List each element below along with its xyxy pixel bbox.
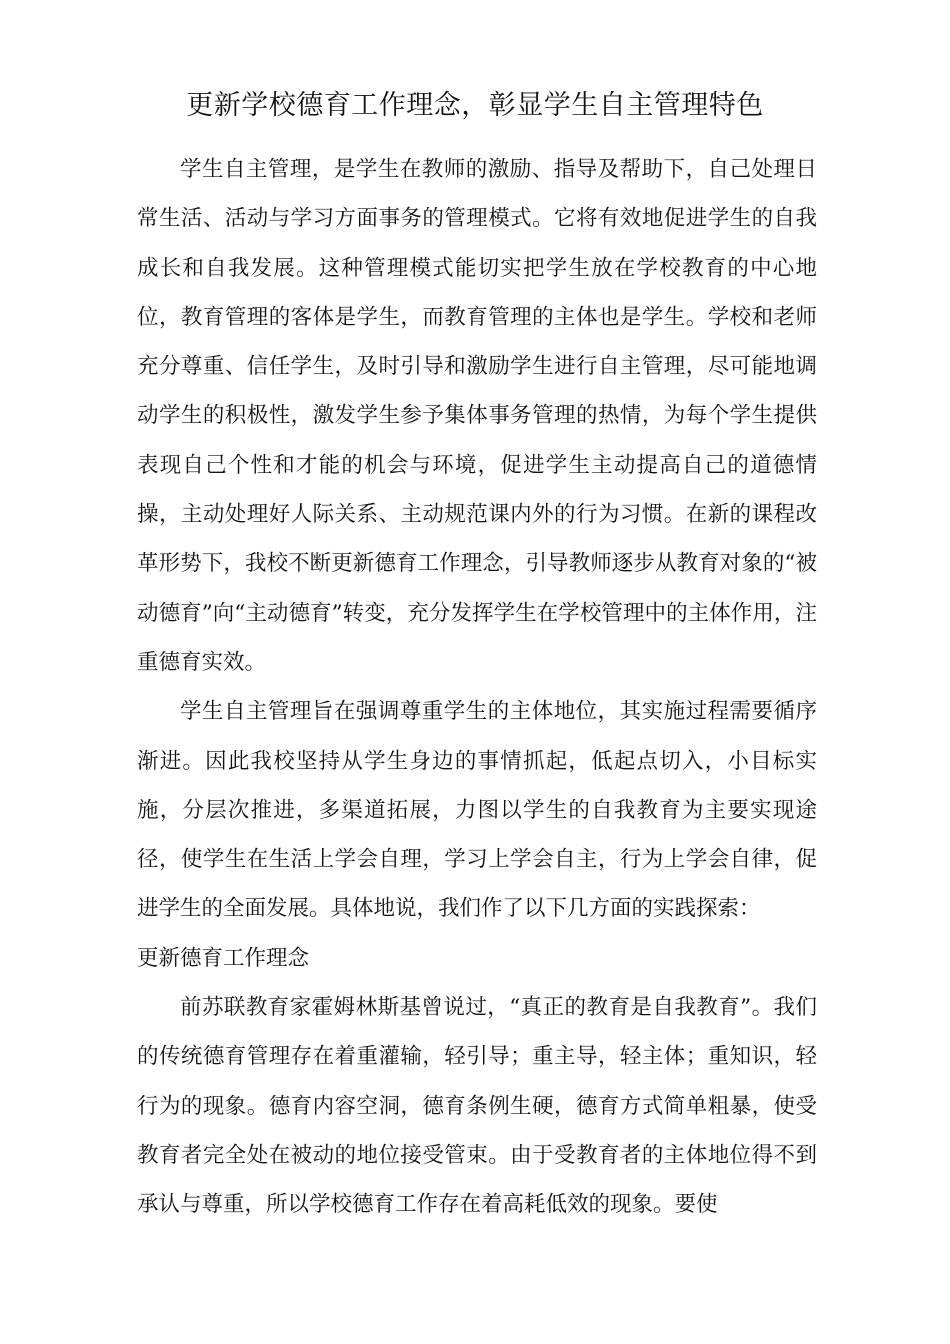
document-title: 更新学校德育工作理念，彰显学生自主管理特色 [186, 90, 764, 121]
document-body [137, 145, 817, 1230]
paragraph-1: 学生自主管理，是学生在教师的激励、指导及帮助下，自己处理日常生活、活动与学习方面事务的管理模式。它将有效地促进学生的自我成长和自我发展。这种管理模式能切实把学生放在学校教育的中心地位，教育管理的客体是学生，而教育管理的主体也是学生。学校和老师充分尊重、信任学生，及时引导和激励学生进行自主管理，尽可能地调动学生的积极性，激发学生参予集体事务管理的热情，为每个学生提供表现自己个性和才能的机会与环境，促进学生主动提高自己的道德情操，主动处理好人际关系、主动规范课内外的行为习惯。在新的课程改革形势下，我校不断更新德育工作理念，引导教师逐步从教育对象的“被动德育”向“主动德育”转变，充分发挥学生在学校管理中的主体作用，注重德育实效。 [137, 157, 817, 675]
paragraph-3: 前苏联教育家霍姆林斯基曾说过，“真正的教育是自我教育”。我们的传统德育管理存在着重灌输，轻引导；重主导，轻主体；重知识，轻行为的现象。德育内容空洞，德育条例生硬，德育方式简单粗暴，使受教育者完全处在被动的地位接受管束。由于受教育者的主体地位得不到承认与尊重，所以学校德育工作存在着高耗低效的现象。要使 [137, 995, 817, 1218]
section-heading: 更新德育工作理念 [137, 945, 310, 971]
paragraph-2: 学生自主管理旨在强调尊重学生的主体地位，其实施过程需要循序渐进。因此我校坚持从学生身边的事情抓起，低起点切入，小目标实施，分层次推进，多渠道拓展，力图以学生的自我教育为主要实现途径，使学生在生活上学会自理，学习上学会自主，行为上学会自律，促进学生的全面发展。具体地说，我们作了以下几方面的实践探索： [137, 699, 817, 922]
